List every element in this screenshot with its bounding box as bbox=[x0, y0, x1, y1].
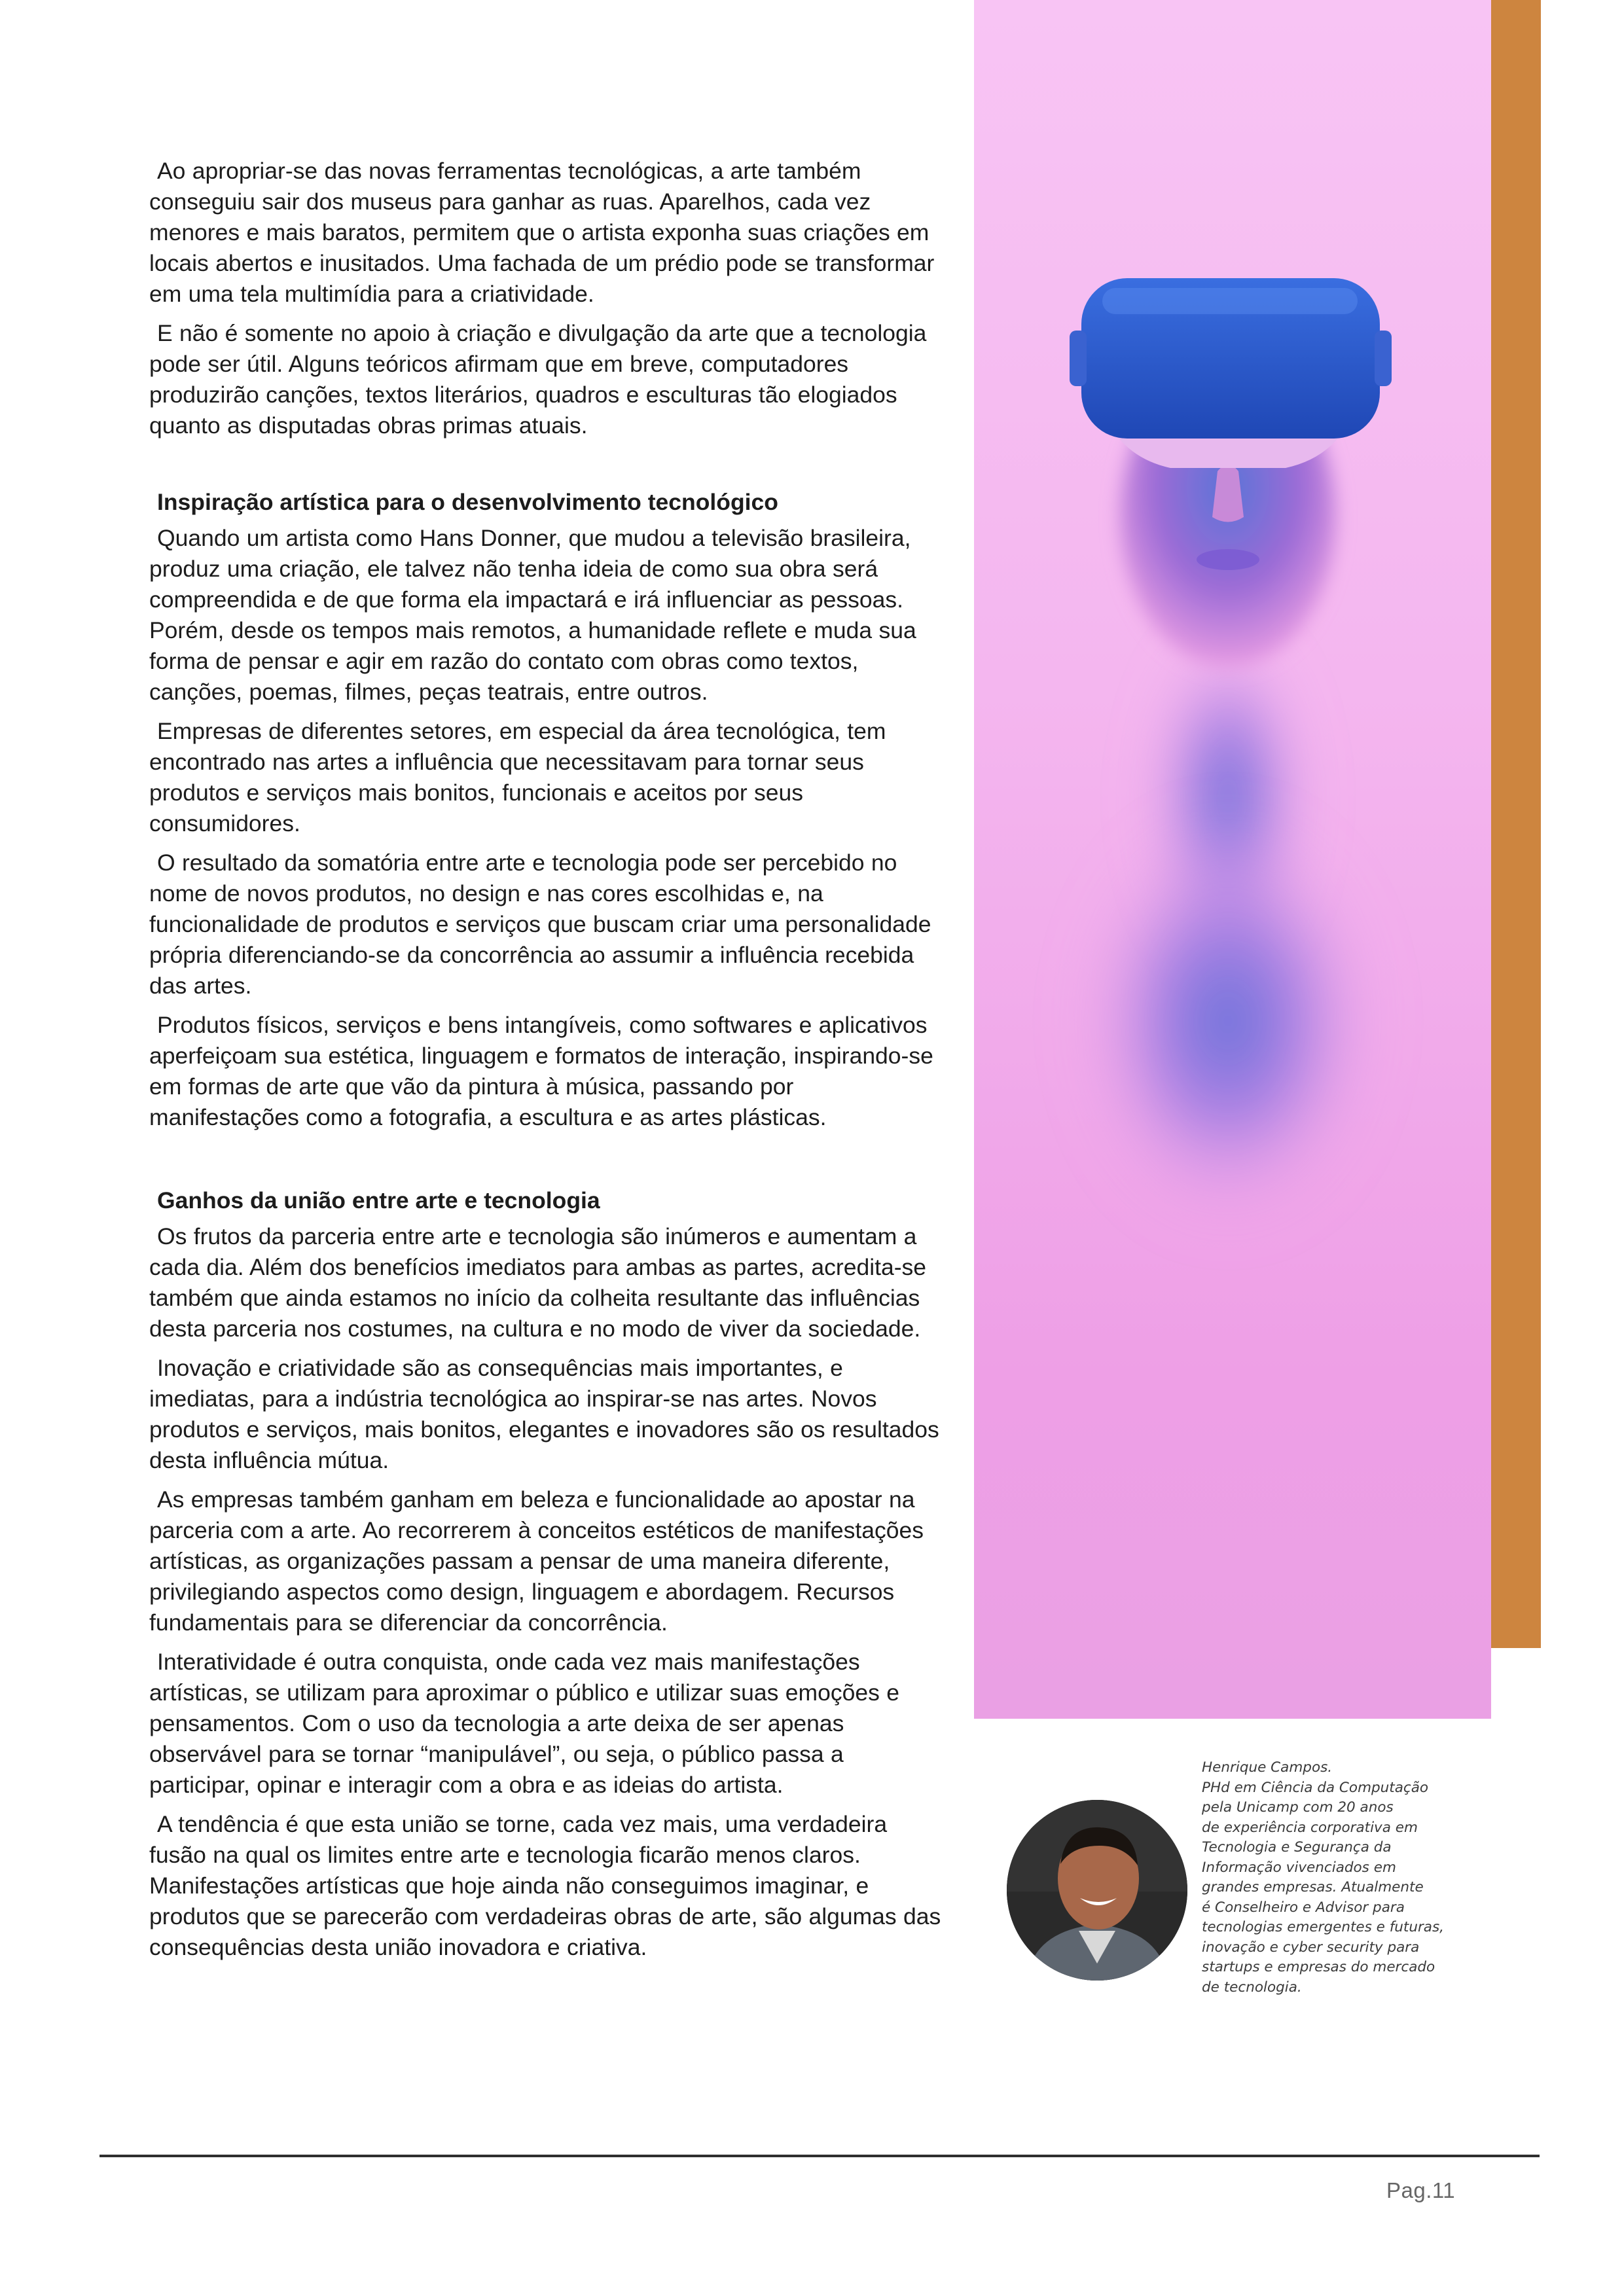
author-bio-line: tecnologias emergentes e futuras, bbox=[1202, 1919, 1445, 1935]
vr-face-artwork bbox=[974, 0, 1491, 1719]
author-name: Henrique Campos. bbox=[1202, 1759, 1333, 1776]
author-bio-line: é Conselheiro e Advisor para bbox=[1202, 1899, 1405, 1916]
page-number: Pag.11 bbox=[1386, 2178, 1456, 2202]
footer-divider bbox=[99, 2155, 1540, 2157]
section2-paragraph-1: Os frutos da parceria entre arte e tecnologia são inúmeros e aumentam a cada dia. Além dos benefícios imediatos para ambas as partes, acredita-se também que ainda estamos no início da colheita resultante das influências desta parceria nos costumes, na cultura e no modo de viver da sociedade. bbox=[149, 1223, 927, 1342]
section2-paragraph-4: Interatividade é outra conquista, onde cada vez mais manifestações artísticas, se utilizam para aproximar o público e utilizar suas emoções e pensamentos. Com o uso da tecnologia a arte deixa de ser apenas observável para se tornar “manipulável”, ou seja, o público passa a participar, opinar e interagir com a obra e as ideias do artista. bbox=[149, 1649, 899, 1798]
section1-paragraph-1: Quando um artista como Hans Donner, que mudou a televisão brasileira, produz uma criação, ele talvez não tenha ideia de como sua obra será compreendida e de que forma ela impactará e irá influenciar as pessoas. Porém, desde os tempos mais remotos, a humanidade reflete e muda sua forma de pensar e agir em razão do contato com obras como textos, canções, poemas, filmes, peças teatrais, entre outros. bbox=[149, 525, 916, 705]
article-body bbox=[149, 156, 941, 1971]
author-bio bbox=[1202, 1758, 1477, 1998]
intro-paragraph-1: Ao apropriar-se das novas ferramentas tecnológicas, a arte também conseguiu sair dos museus para ganhar as ruas. Aparelhos, cada vez menores e mais baratos, permitem que o artista exponha suas criações em locais abertos e inusitados. Uma fachada de um prédio pode se transformar em uma tela multimídia para a criatividade. bbox=[149, 158, 935, 307]
section-heading-gains: Ganhos da união entre arte e tecnologia bbox=[157, 1187, 600, 1213]
vr-headset-illustration bbox=[974, 0, 1491, 1719]
author-bio-line: inovação e cyber security para bbox=[1202, 1939, 1420, 1956]
right-strap bbox=[1375, 331, 1392, 386]
author-portrait bbox=[1007, 1800, 1187, 1981]
section2-paragraph-2: Inovação e criatividade são as consequências mais importantes, e imediatas, para a indústria tecnológica ao inspirar-se nas artes. Novos produtos e serviços, mais bonitos, elegantes e inovadores são os resultados desta influência mútua. bbox=[149, 1355, 939, 1473]
author-bio-line: Informação vivenciados em bbox=[1202, 1859, 1396, 1876]
section1-paragraph-2: Empresas de diferentes setores, em especial da área tecnológica, tem encontrado nas artes a influência que necessitavam para tornar seus produtos e serviços mais bonitos, funcionais e aceitos por seus consumidores. bbox=[149, 718, 886, 836]
intro-paragraph-2: E não é somente no apoio à criação e divulgação da arte que a tecnologia pode ser útil. Alguns teóricos afirmam que em breve, computadores produzirão canções, textos literários, quadros e esculturas tão elogiados quanto as disputadas obras primas atuais. bbox=[149, 320, 927, 439]
author-bio-line: Tecnologia e Segurança da bbox=[1202, 1839, 1392, 1856]
author-bio-line: de tecnologia. bbox=[1202, 1979, 1302, 1996]
lips-shape bbox=[1197, 549, 1259, 570]
section-heading-inspiration: Inspiração artística para o desenvolvimento tecnológico bbox=[157, 489, 778, 515]
author-bio-line: grandes empresas. Atualmente bbox=[1202, 1879, 1424, 1895]
section1-paragraph-3: O resultado da somatória entre arte e tecnologia pode ser percebido no nome de novos produtos, no design e nas cores escolhidas e, na funcionalidade de produtos e serviços que buscam criar uma personalidade própria diferenciando-se da concorrência ao assumir a influência recebida das artes. bbox=[149, 850, 931, 999]
author-avatar bbox=[1007, 1800, 1187, 1981]
left-strap bbox=[1070, 331, 1087, 386]
section2-paragraph-5: A tendência é que esta união se torne, cada vez mais, uma verdadeira fusão na qual os limites entre arte e tecnologia ficarão menos claros. Manifestações artísticas que hoje ainda não conseguimos imaginar, e produtos que se parecerão com verdadeiras obras de arte, são algumas das consequências desta união inovadora e criativa. bbox=[149, 1811, 941, 1960]
author-bio-line: PHd em Ciência da Computação bbox=[1202, 1779, 1429, 1796]
body-glow bbox=[1077, 812, 1379, 1230]
section2-paragraph-3: As empresas também ganham em beleza e funcionalidade ao apostar na parceria com a arte. Ao recorrerem à conceitos estéticos de manifestações artísticas, as organizações passam a pensar de uma maneira diferente, privilegiando aspectos como design, linguagem e abordagem. Recursos fundamentais para se diferenciar da concorrência. bbox=[149, 1486, 924, 1636]
accent-bar bbox=[1491, 0, 1541, 1648]
author-bio-line: startups e empresas do mercado bbox=[1202, 1959, 1435, 1975]
visor-highlight bbox=[1102, 288, 1358, 314]
section1-paragraph-4: Produtos físicos, serviços e bens intangíveis, como softwares e aplicativos aperfeiçoam sua estética, linguagem e formatos de interação, inspirando-se em formas de arte que vão da pintura à música, passando por manifestações como a fotografia, a escultura e as artes plásticas. bbox=[149, 1012, 933, 1130]
author-bio-line: pela Unicamp com 20 anos bbox=[1202, 1799, 1394, 1816]
author-bio-line: de experiência corporativa em bbox=[1202, 1819, 1418, 1836]
